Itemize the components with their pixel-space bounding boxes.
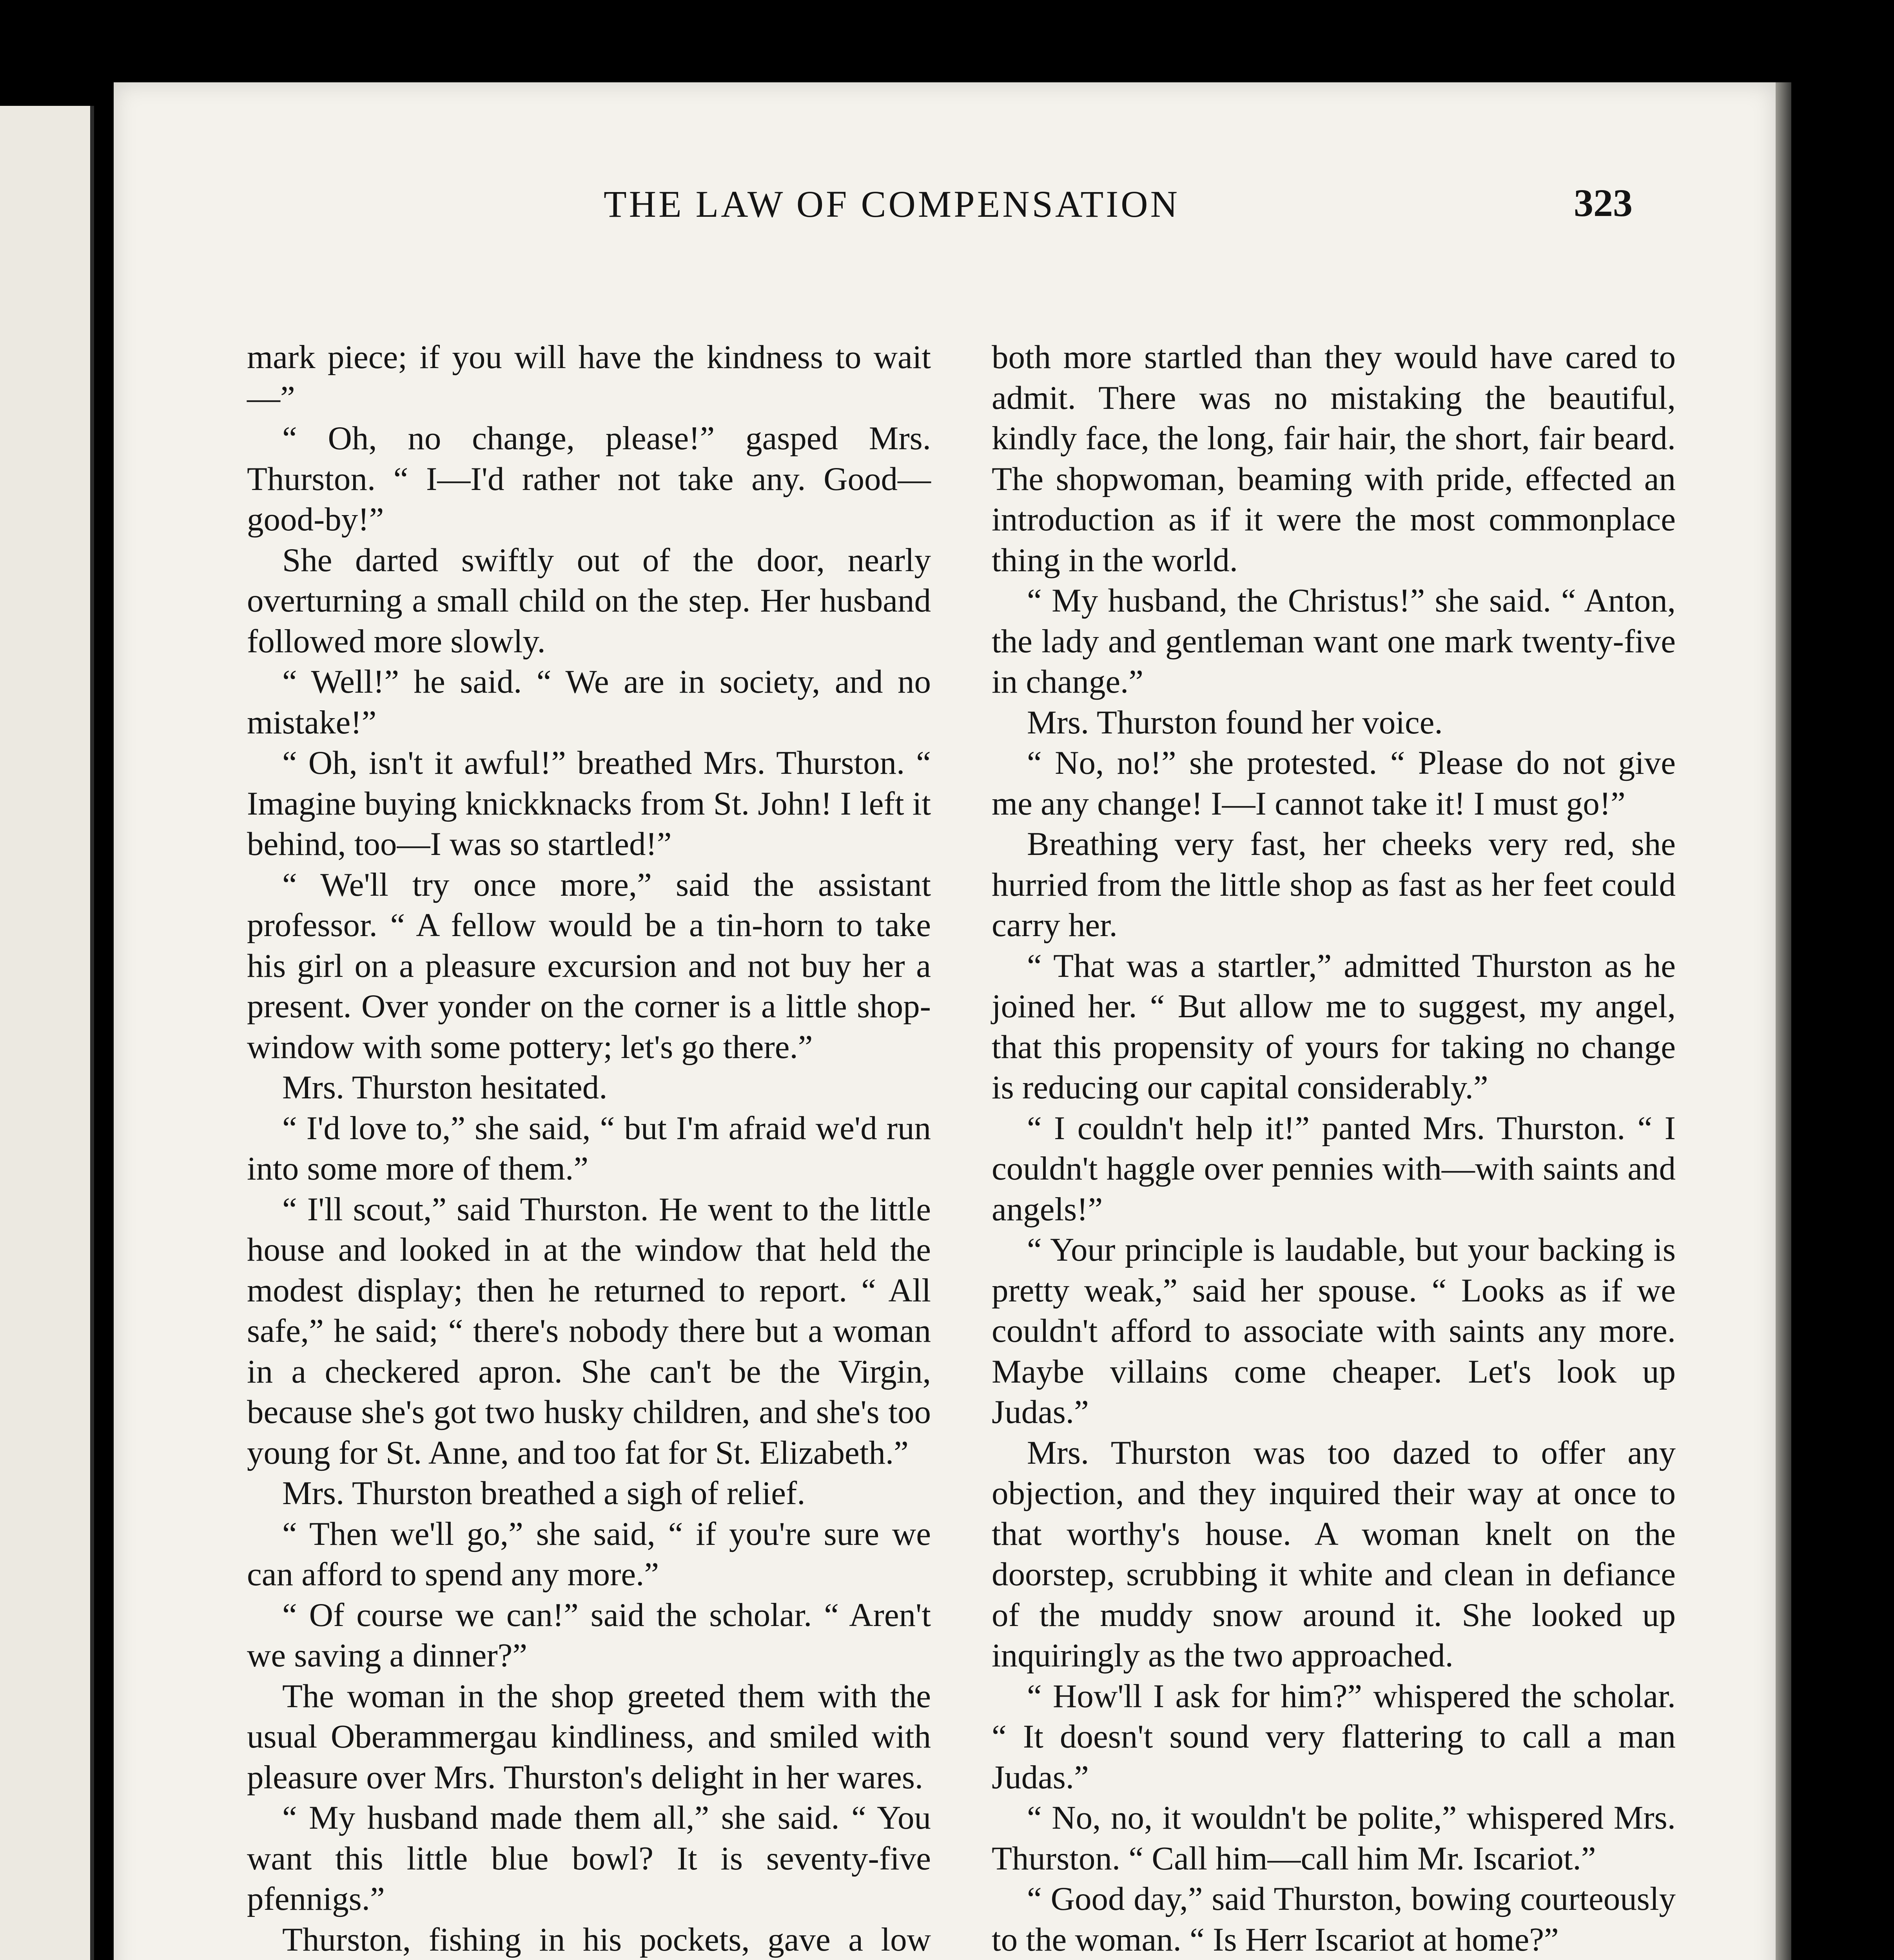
paragraph: Mrs. Thurston found her voice. xyxy=(1027,704,1443,741)
paragraph: mark piece; if you will have the kindness to wait—” xyxy=(247,339,931,416)
paragraph: Breathing very fast, her cheeks very red, she hurried from the little shop as fast as her feet could carry her. xyxy=(992,826,1676,944)
paragraph: “ Well!” he said. “ We are in society, and no mistake!” xyxy=(247,663,931,741)
paragraph: “ Good day,” said Thurston, bowing courteously to the woman. “ Is Herr Iscariot at home?” xyxy=(992,1880,1676,1958)
paragraph: “ Oh, no change, please!” gasped Mrs. Thurston. “ I—I'd rather not take any. Good—good-by!” xyxy=(247,420,931,538)
paragraph: “ My husband made them all,” she said. “ You want this little blue bowl? It is seventy-five pfennigs.” xyxy=(247,1799,931,1917)
paragraph: “ We'll try once more,” said the assistant professor. “ A fellow would be a tin-horn to take his girl on a pleasure excursion and not buy her a present. Over yonder on the corner is a little shop-window with some pottery; let's go there.” xyxy=(247,866,931,1065)
paragraph: Thurston, fishing in his pockets, gave a low xyxy=(282,1921,931,1958)
paragraph: “ No, no, it wouldn't be polite,” whispered Mrs. Thurston. “ Call him—call him Mr. Iscariot.” xyxy=(992,1799,1676,1877)
paragraph: “ That was a startler,” admitted Thurston as he joined her. “ But allow me to suggest, my angel, that this propensity of yours for taking no change is reducing our capital considerably.” xyxy=(992,947,1676,1106)
adjacent-page-edge xyxy=(0,106,94,1960)
paragraph: “ Of course we can!” said the scholar. “ Aren't we saving a dinner?” xyxy=(247,1596,931,1674)
paragraph: “ I'll scout,” said Thurston. He went to the little house and looked in at the window that held the modest display; then he returned to report. “ All safe,” he said; “ there's nobody there but a woman in a checkered apron. She can't be the Virgin, because she's got two husky children, and she's too young for St. Anne, and too fat for St. Elizabeth.” xyxy=(247,1191,931,1471)
paragraph: Mrs. Thurston breathed a sigh of relief. xyxy=(282,1475,805,1512)
paragraph: “ Your principle is laudable, but your backing is pretty weak,” said her spouse. “ Looks as if we couldn't afford to associate with saints any more. Maybe villains come cheaper. Let's look up Judas.” xyxy=(992,1231,1676,1430)
text-column-left xyxy=(247,337,931,1960)
paragraph: Mrs. Thurston was too dazed to offer any objection, and they inquired their way at once to that worthy's house. A woman knelt on the doorstep, scrubbing it white and clean in defiance of the muddy snow around it. She looked up inquiringly as the two approached. xyxy=(992,1434,1676,1674)
paragraph: “ I'd love to,” she said, “ but I'm afraid we'd run into some more of them.” xyxy=(247,1109,931,1187)
paragraph: “ Then we'll go,” she said, “ if you're sure we can afford to spend any more.” xyxy=(247,1515,931,1593)
paragraph: both more startled than they would have cared to admit. There was no mistaking the beautiful, kindly face, the long, fair hair, the short, fair beard. The shopwoman, beaming with pride, effected an introduction as if it were the most commonplace thing in the world. xyxy=(992,339,1676,579)
text-column-right xyxy=(992,337,1676,1960)
paragraph: Mrs. Thurston hesitated. xyxy=(282,1069,608,1106)
page-number: 323 xyxy=(1574,181,1633,225)
paragraph: “ How'll I ask for him?” whispered the scholar. “ It doesn't sound very flattering to call a man Judas.” xyxy=(992,1677,1676,1796)
paragraph: “ I couldn't help it!” panted Mrs. Thurston. “ I couldn't haggle over pennies with—with saints and angels!” xyxy=(992,1109,1676,1228)
page-shadow-edge xyxy=(1776,82,1791,1960)
paragraph: “ Oh, isn't it awful!” breathed Mrs. Thurston. “ Imagine buying knickknacks from St. John! I left it behind, too—I was so startled!” xyxy=(247,744,931,862)
paragraph: The woman in the shop greeted them with the usual Oberammergau kindliness, and smiled with pleasure over Mrs. Thurston's delight in her wares. xyxy=(247,1677,931,1796)
paragraph: She darted swiftly out of the door, nearly overturning a small child on the step. Her husband followed more slowly. xyxy=(247,541,931,660)
paragraph: “ My husband, the Christus!” she said. “ Anton, the lady and gentleman want one mark twenty-five in change.” xyxy=(992,582,1676,700)
running-head: THE LAW OF COMPENSATION xyxy=(604,183,1180,225)
paragraph: “ No, no!” she protested. “ Please do not give me any change! I—I cannot take it! I must go!” xyxy=(992,744,1676,822)
